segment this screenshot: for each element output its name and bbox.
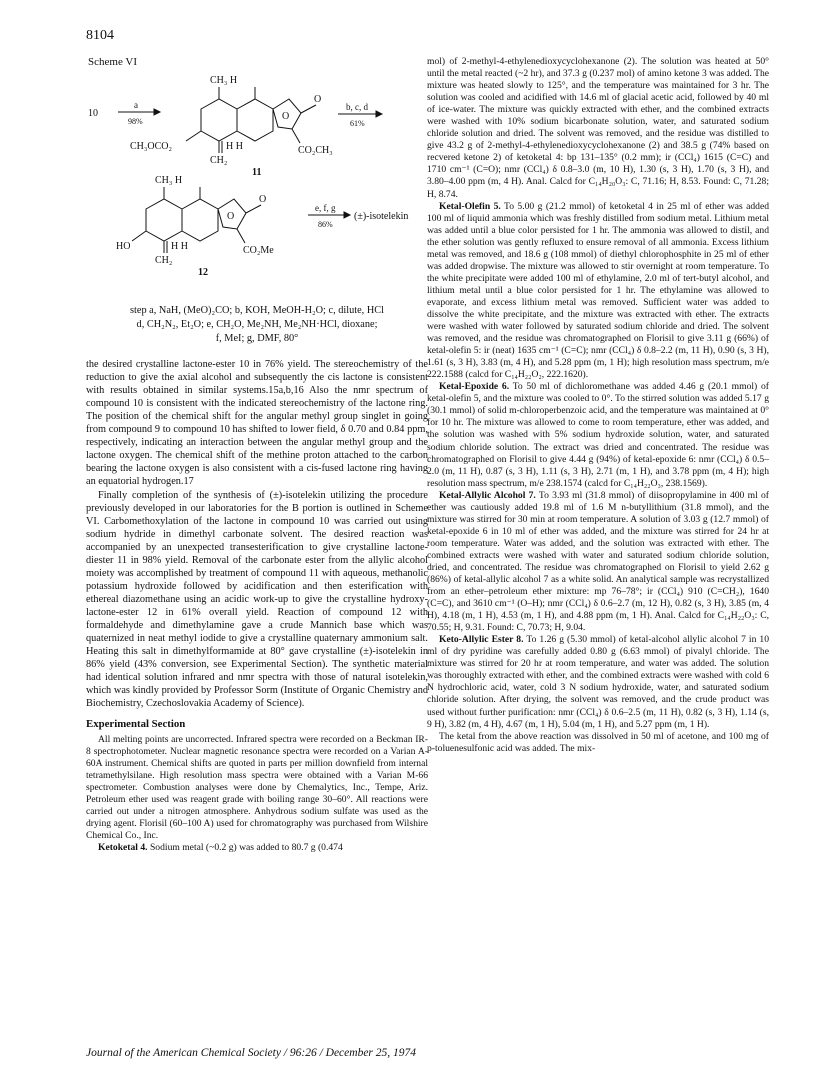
- arrow1-yield: 98%: [128, 117, 143, 127]
- run-in-heading: Ketal-Epoxide 6.: [439, 381, 510, 393]
- paragraph: [86, 842, 428, 854]
- paragraph: The ketal from the above reaction was dissolved in 50 ml of acetone, and 100 mg of p-toluenesulfonic acid was added. The mix-: [427, 730, 769, 754]
- discussion-text: [86, 358, 428, 710]
- run-in-heading: Keto-Allylic Ester 8.: [439, 634, 524, 646]
- arrow2-reagents: b, c, d: [346, 102, 368, 113]
- s11-hh: H H: [226, 141, 243, 153]
- scheme-note-line: step a, NaH, (MeO)₂CO; b, KOH, MeOH-H₂O; c, dilute, HCl: [130, 305, 384, 317]
- s12-ch3h: CH₃ H: [155, 175, 183, 187]
- s12-right-substituent: CO₂Me: [243, 245, 274, 257]
- run-in-heading: Ketoketal 4.: [98, 842, 148, 854]
- scheme-note-line: f, MeI; g, DMF, 80°: [215, 333, 299, 345]
- left-column: [86, 56, 428, 854]
- run-in-heading: Ketal-Allylic Alcohol 7.: [439, 489, 536, 501]
- arrow3-reagents: e, f, g: [315, 203, 336, 214]
- product-label: (±)-isotelekin: [354, 211, 409, 223]
- s12-carbonyl-o: O: [259, 194, 267, 206]
- experimental-heading: Experimental Section: [86, 718, 186, 731]
- right-column: [427, 56, 769, 755]
- page-number: 8104: [86, 28, 114, 43]
- s12-hh: H H: [171, 241, 188, 253]
- s12-ch2: CH₂: [155, 255, 173, 267]
- compound-10-label: 10: [88, 108, 98, 120]
- compound-11-label: 11: [252, 167, 262, 179]
- paragraph-text: To 50 ml of dichloromethane was added 4.46 g (20.1 mmol) of ketal-olefin 5, and the mixture was cooled to 0°. To the stirred solution was added 5.17 g (30.1 mmol) of solid m-chloroperbenzoic acid, and the temperature was maintained at 0° for 10 hr. The mixture was allowed to come to room temperature, ether was added, and the solution was washed with 5% sodium hydroxide solution, water, and saturated sodium chloride solution. The extract was dried and concentrated. The residue was chromatographed on Florisil to give 4.44 g (94%) of ketal-epoxide 6: nmr (CCl₄) δ 0.5–2.0 (m, 11 H), 0.87 (s, 3 H), 1.11 (s, 3 H), 2.71 (m, 1 H), and 3.78 ppm (m, 4 H); high resolution mass spectrum, m/e 238.1574 (calcd for C₁₄H₂₂O₃, 238.1569).: [427, 381, 769, 489]
- s11-ch3h: CH₃ H: [210, 75, 238, 87]
- s12-left-substituent: HO: [116, 241, 131, 253]
- s12-ring-o: O: [227, 211, 235, 223]
- compound-12-label: 12: [198, 267, 208, 279]
- journal-footer: Journal of the American Chemical Society / 96:26 / December 25, 1974: [86, 1047, 417, 1059]
- paragraph: Finally completion of the synthesis of (±)-isotelekin utilizing the procedure previously developed in our laboratories for the B portion is outlined in Scheme VI. Carbomethoxylation of the lactone in compound 10 was carried out using sodium hydride in dimethyl carbonate solvent. The desired reaction was accompanied by an unexpected transesterification to give crystalline lactone-diester 11 in 98% yield. Removal of the carbonate ester from the allylic alcohol moiety was accomplished by treatment of compound 11 with aqueous, methanolic potassium hydroxide followed by acidification and then esterification with ethereal diazomethane using an acidic work-up to give the crystalline hydroxy-lactone-ester 12 in 61% overall yield. Reaction of compound 12 with formaldehyde and dimethylamine gave a crude Mannich base which was quaternized in neat methyl iodide to give a crystalline quaternary ammonium salt. Heating this salt in dimethylformamide at 80° gave crystalline (±)-isotelekin in 86% yield (43% conversion, see Experimental Section). The synthetic material had identical solution infrared and nmr spectra with those of natural isotelekin, which was kindly provided by Professor Sorm (Institute of Organic Chemistry and Biochemistry, Czechoslovakia Academy of Science).: [86, 489, 428, 710]
- experimental-text: [86, 734, 428, 854]
- paragraph: [427, 201, 769, 382]
- paragraph: [427, 634, 769, 730]
- paragraph: [427, 490, 769, 635]
- paragraph-text: To 5.00 g (21.2 mmol) of ketoketal 4 in 25 ml of ether was added 100 ml of liquid ammonia which was freshly distilled from sodium metal. Lithium metal was added until a blue color persisted for 1 hr. The ammonia was allowed to distil, and the ether solution was gently refluxed to ensure removal of all ammonia. Excess lithium metal was removed, and 18.6 g (108 mmol) of diethyl chlorophosphite in 25 ml of ether was added dropwise. The mixture was allowed to stir overnight at room temperature. To the white precipitate were added 100 ml of ethylamine, 2.0 ml of tert-butyl alcohol, and lithium metal until a blue color persisted for 1 hr. The ethylamine was allowed to evaporate, and excess lithium metal was removed. Sufficient water was added to dissolve the white precipitate, and the mixture was extracted with ether. The extracts were washed with water followed by saturated sodium chloride and dried. The solvent was removed, and the residue was chromatographed on Florisil to give 3.11 g (66%) of ketal-olefin 5: ir (neat) 1635 cm⁻¹ (C=C); nmr (CCl₄) δ 0.8–2.2 (m, 11 H), 0.90 (s, 3 H), 1.61 (s, 3 H), 3.83 (m, 4 H), and 5.28 ppm (m, 1 H); high resolution mass spectrum, m/e 222.1588 (calcd for C₁₄H₂₂O₂, 222.1620).: [427, 200, 770, 381]
- paragraph-text: To 3.93 ml (31.8 mmol) of diisopropylamine in 400 ml of ether was cautiously added 19.8 ml of 1.6 M n-butyllithium (31.8 mmol), and the mixture was stirred for 30 min at room temperature. A solution of 3.03 g (12.7 mmol) of ketal-epoxide 6 in 10 ml of ether was added, and the mixture was stirred for 24 hr at room temperature. Water was added, and the solution was extracted with ether. The combined extracts were washed with water and saturated sodium chloride solution, dried, and concentrated. The residue was chromatographed on Florisil to yield 2.62 g (86%) of ketal-allylic alcohol 7 as a white solid. An analytical sample was recrystallized from an ether–petroleum ether mixture: mp 76–78°; ir (CCl₄) 910 (C=CH₂), 1640 (C=C), and 3610 cm⁻¹ (O–H); nmr (CCl₄) δ 0.6–2.7 (m, 12 H), 0.82 (s, 3 H), 3.85 (m, 4 H), 4.18 (m, 1 H), 4.53 (m, 1 H), and 4.88 ppm (m, 1 H). Anal. Calcd for C₁₄H₂₂O₃: C, 70.55; H, 9.31. Found: C, 70.73; H, 9.04.: [427, 489, 769, 634]
- scheme-footnotes: [86, 304, 428, 346]
- run-in-heading: Ketal-Olefin 5.: [439, 200, 501, 212]
- scheme-title: Scheme VI: [88, 56, 137, 68]
- scheme-vi-figure: [86, 69, 428, 304]
- paragraph: the desired crystalline lactone-ester 10 in 76% yield. The stereochemistry of the reduction to give the axial alcohol and subsequently the cis lactone is consistent with results obtained in similar systems.15a,b,16 Also the nmr spectrum of compound 10 is consistent with the indicated stereochemistry of the lactone ring. The position of the chemical shift for the angular methyl group singlet in going from compound 9 to compound 10 has shifted to lower field, δ 0.70 and 0.84 ppm, respectively, indicating an interaction between the angular methyl group and the lactone oxygen. The chemical shift of the methine proton attached to the carbon bearing the lactone oxygen is also consistent with a cis-fused lactone ring having an equatorial hydrogen.17: [86, 359, 428, 488]
- arrow2-yield: 61%: [350, 119, 365, 129]
- scheme-note-line: d, CH₂N₂, Et₂O; e, CH₂O, Me₂NH, Me₂NH·HCl, dioxane;: [136, 319, 378, 331]
- arrow1-reagent: a: [134, 100, 138, 111]
- paragraph: [427, 381, 769, 489]
- s11-ring-o: O: [282, 111, 290, 123]
- arrow3-yield: 86%: [318, 220, 333, 230]
- s11-left-substituent: CH₃OCO₂: [130, 141, 172, 153]
- paragraph-text: To 1.26 g (5.30 mmol) of ketal-alcohol allylic alcohol 7 in 10 ml of dry pyridine was carefully added 0.80 g (6.63 mmol) of pivalyl chloride. The mixture was stirred for 20 hr at room temperature, and water was added. The solution was thoroughly extracted with ether, and the combined extracts were washed with cold 6 N hydrochloric acid, water, cold 3 N sodium hydroxide, water, and saturated sodium chloride solution. After drying, the solvent was removed, and the crude product was used without further purification: nmr (CCl₄) δ 0.6–2.5 (m, 11 H), 0.82 (s, 3 H), 1.14 (s, 9 H), 3.82 (m, 4 H), 4.67 (m, 1 H), 5.04 (m, 1 H), and 5.27 ppm (m, 1 H).: [427, 634, 770, 730]
- paragraph: All melting points are uncorrected. Infrared spectra were recorded on a Beckman IR-8 spectrophotometer. Nuclear magnetic resonance spectra were recorded on a Varian A-60A instrument. Chemical shifts are quoted in parts per million downfield from internal tetramethylsilane. High resolution mass spectra were obtained with a Varian M-66 spectrometer. Combustion analyses were done by Chemalytics, Inc., Tempe, Ariz. Petroleum ether used was reagent grade with boiling range 30–60°. All reactions were carried out under a nitrogen atmosphere. Anhydrous sodium sulfate was used as the drying agent. Florisil (60–100 A) used for chromatography was purchased from Wilshire Chemical Co., Inc.: [86, 734, 428, 842]
- paragraph: mol) of 2-methyl-4-ethylenedioxycyclohexanone (2). The solution was heated at 50° until the metal reacted (~2 hr), and 37.3 g (0.237 mol) of amino ketone 3 was added. The mixture was heated slowly to 125°, and the temperature was maintained for 3 hr. The solution was cooled and acidified with 14.6 ml of glacial acetic acid, followed by 40 ml of ice-water. The mixture was quickly extracted with ether, and the combined extracts were washed with 10% sodium bicarbonate solution, water, and saturated sodium chloride solution and dried. The solvent was removed, and the residue was distilled to give 43.2 g of 2-methyl-4-ethylenedioxycyclohexanone (2) and 38.5 g (74% based on recvered ketone 2) of ketoketal 4: bp 131–135° (0.2 mm); ir (CCl₄) 1615 (C=C) and 1710 cm⁻¹ (C=O); nmr (CCl₄) δ 0.8–3.0 (m, 10 H), 1.30 (s, 3 H), 1.70 (s, 3 H), and 3.80–4.00 ppm (m, 4 H). Anal. Calcd for C₁₄H₂₀O₃: C, 71.16; H, 8.53. Found: C, 71.28; H, 8.74.: [427, 56, 769, 200]
- s11-right-substituent: CO₂CH₃: [298, 145, 333, 157]
- paragraph-text: Sodium metal (~0.2 g) was added to 80.7 g (0.474: [149, 842, 343, 854]
- s11-carbonyl-o: O: [314, 94, 322, 106]
- scheme-vi-structures: [86, 69, 428, 304]
- s11-ch2: CH₂: [210, 155, 228, 167]
